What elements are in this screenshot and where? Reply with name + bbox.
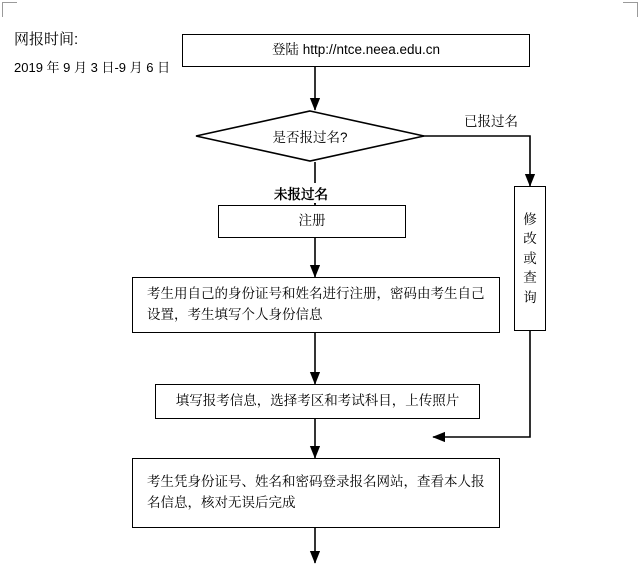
node-verify[interactable]: [132, 458, 500, 528]
node-fill-exam-label: 填写报考信息，选择考区和考试科目，上传照片: [175, 393, 460, 409]
edge-label-yes: 已报过名: [462, 110, 520, 130]
crop-mark-top-right: [623, 2, 638, 17]
node-modify-query-char-5: 询: [523, 289, 537, 305]
edge-label-no: 未报过名: [272, 183, 330, 203]
registration-time-title: 网报时间:: [14, 31, 79, 48]
node-modify-query-char-3: 或: [523, 250, 537, 266]
node-verify-label: 考生凭身份证号、姓名和密码登录报名网站，查看本人报名信息，核对无误后完成: [147, 474, 485, 510]
node-fill-identity-label: 考生用自己的身份证号和姓名进行注册，密码由考生自己设置，考生填写个人身份信息: [147, 286, 485, 322]
node-modify-query-char-2: 改: [523, 231, 537, 247]
node-login-label: 登陆 http://ntce.neea.edu.cn: [271, 42, 441, 58]
registration-date-range: 2019 年 9 月 3 日-9 月 6 日: [14, 60, 171, 75]
node-modify-query-char-4: 查: [523, 270, 537, 286]
node-login[interactable]: [182, 34, 530, 67]
node-decision[interactable]: [195, 110, 425, 162]
crop-mark-top-left: [2, 2, 17, 17]
node-decision-label: 是否报过名?: [272, 130, 348, 145]
node-register[interactable]: [218, 205, 406, 238]
node-fill-exam[interactable]: [155, 384, 480, 419]
node-modify-query-char-1: 修: [523, 211, 537, 227]
node-modify-query[interactable]: [514, 186, 546, 331]
node-register-label: 注册: [298, 213, 326, 229]
node-fill-identity[interactable]: [132, 277, 500, 333]
